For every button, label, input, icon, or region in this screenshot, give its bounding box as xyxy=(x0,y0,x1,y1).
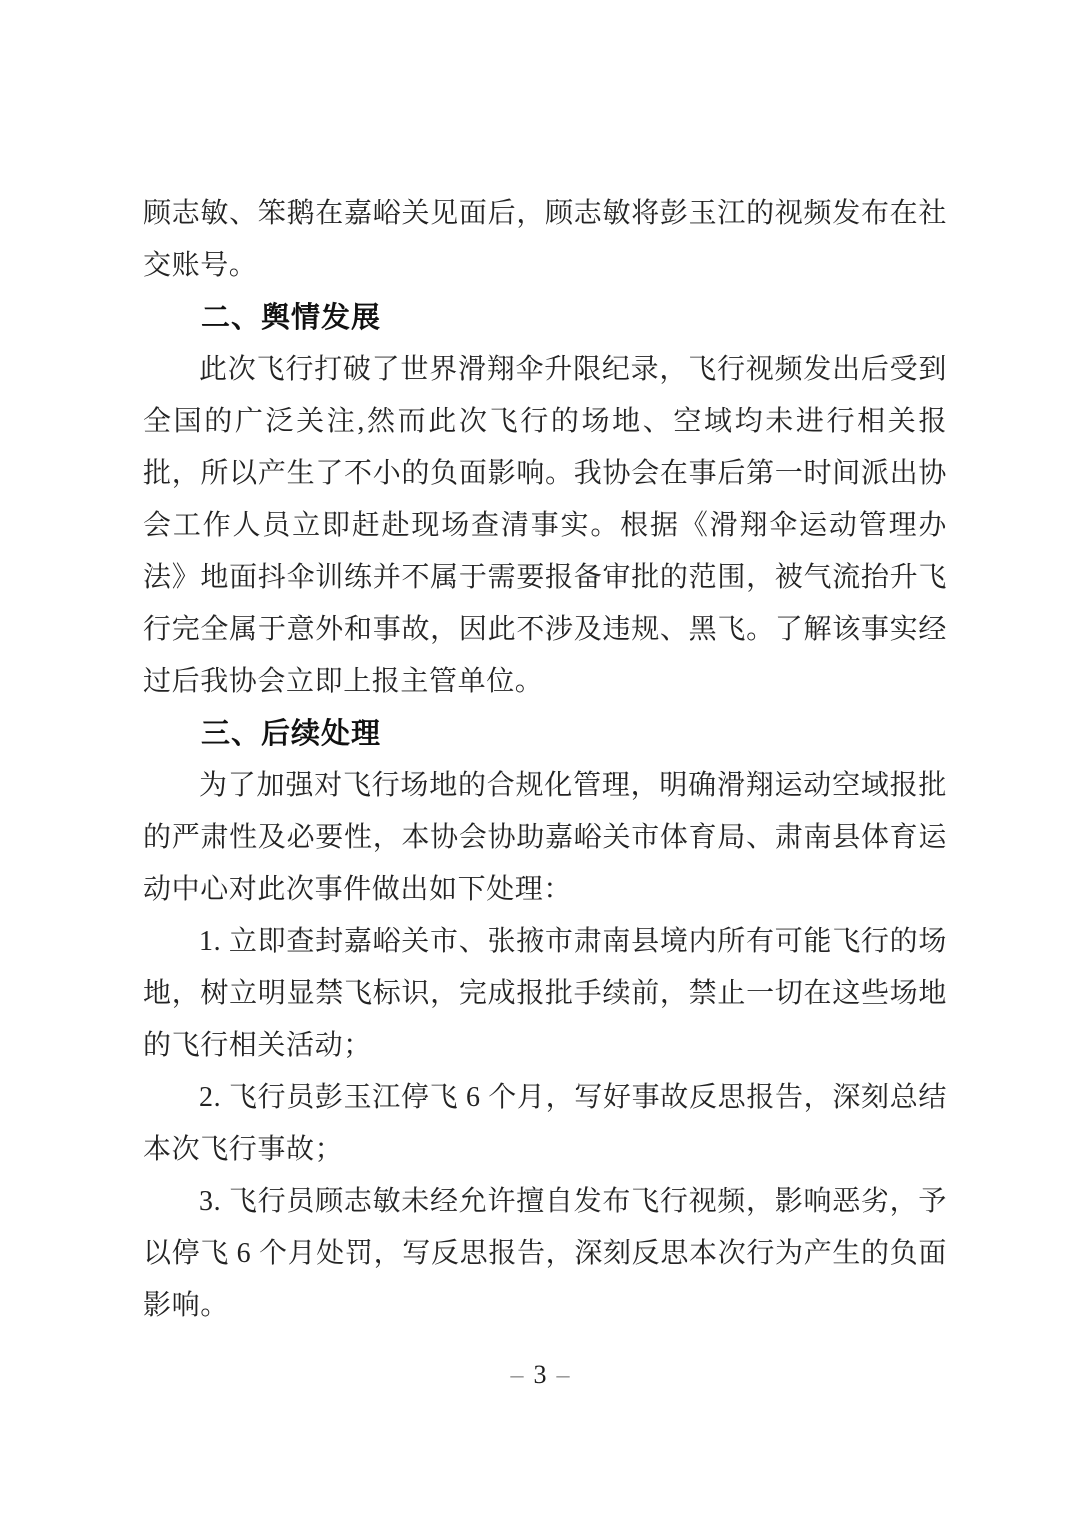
document-body xyxy=(143,188,947,1332)
footer-dash-left: – xyxy=(510,1360,524,1389)
section-heading-public-opinion: 二、舆情发展 xyxy=(201,302,382,334)
paragraph-follow-up-intro: 为了加强对飞行场地的合规化管理，明确滑翔运动空域报批的严肃性及必要性，本协会协助嘉峪关市体育局、肃南县体育运动中心对此次事件做出如下处理： xyxy=(143,770,947,905)
list-item-3: 3. 飞行员顾志敏未经允许擅自发布飞行视频，影响恶劣，予以停飞 6 个月处罚，写反思报告，深刻反思本次行为产生的负面影响。 xyxy=(143,1186,947,1321)
paragraph-public-opinion: 此次飞行打破了世界滑翔伞升限纪录，飞行视频发出后受到全国的广泛关注,然而此次飞行的场地、空域均未进行相关报批，所以产生了不小的负面影响。我协会在事后第一时间派出协会工作人员立即赶赴现场查清事实。根据《滑翔伞运动管理办法》地面抖伞训练并不属于需要报备审批的范围，被气流抬升飞行完全属于意外和事故，因此不涉及违规、黑飞。了解该事实经过后我协会立即上报主管单位。 xyxy=(143,354,947,697)
footer-dash-right: – xyxy=(556,1360,570,1389)
list-item-1: 1. 立即查封嘉峪关市、张掖市肃南县境内所有可能飞行的场地，树立明显禁飞标识，完成报批手续前，禁止一切在这些场地的飞行相关活动； xyxy=(143,926,947,1061)
page-footer xyxy=(0,1349,1080,1401)
page-number: 3 xyxy=(533,1360,547,1389)
list-item-2: 2. 飞行员彭玉江停飞 6 个月，写好事故反思报告，深刻总结本次飞行事故； xyxy=(143,1082,947,1165)
section-heading-follow-up: 三、后续处理 xyxy=(201,718,382,750)
paragraph-continuation: 顾志敏、笨鹅在嘉峪关见面后，顾志敏将彭玉江的视频发布在社交账号。 xyxy=(143,198,947,281)
